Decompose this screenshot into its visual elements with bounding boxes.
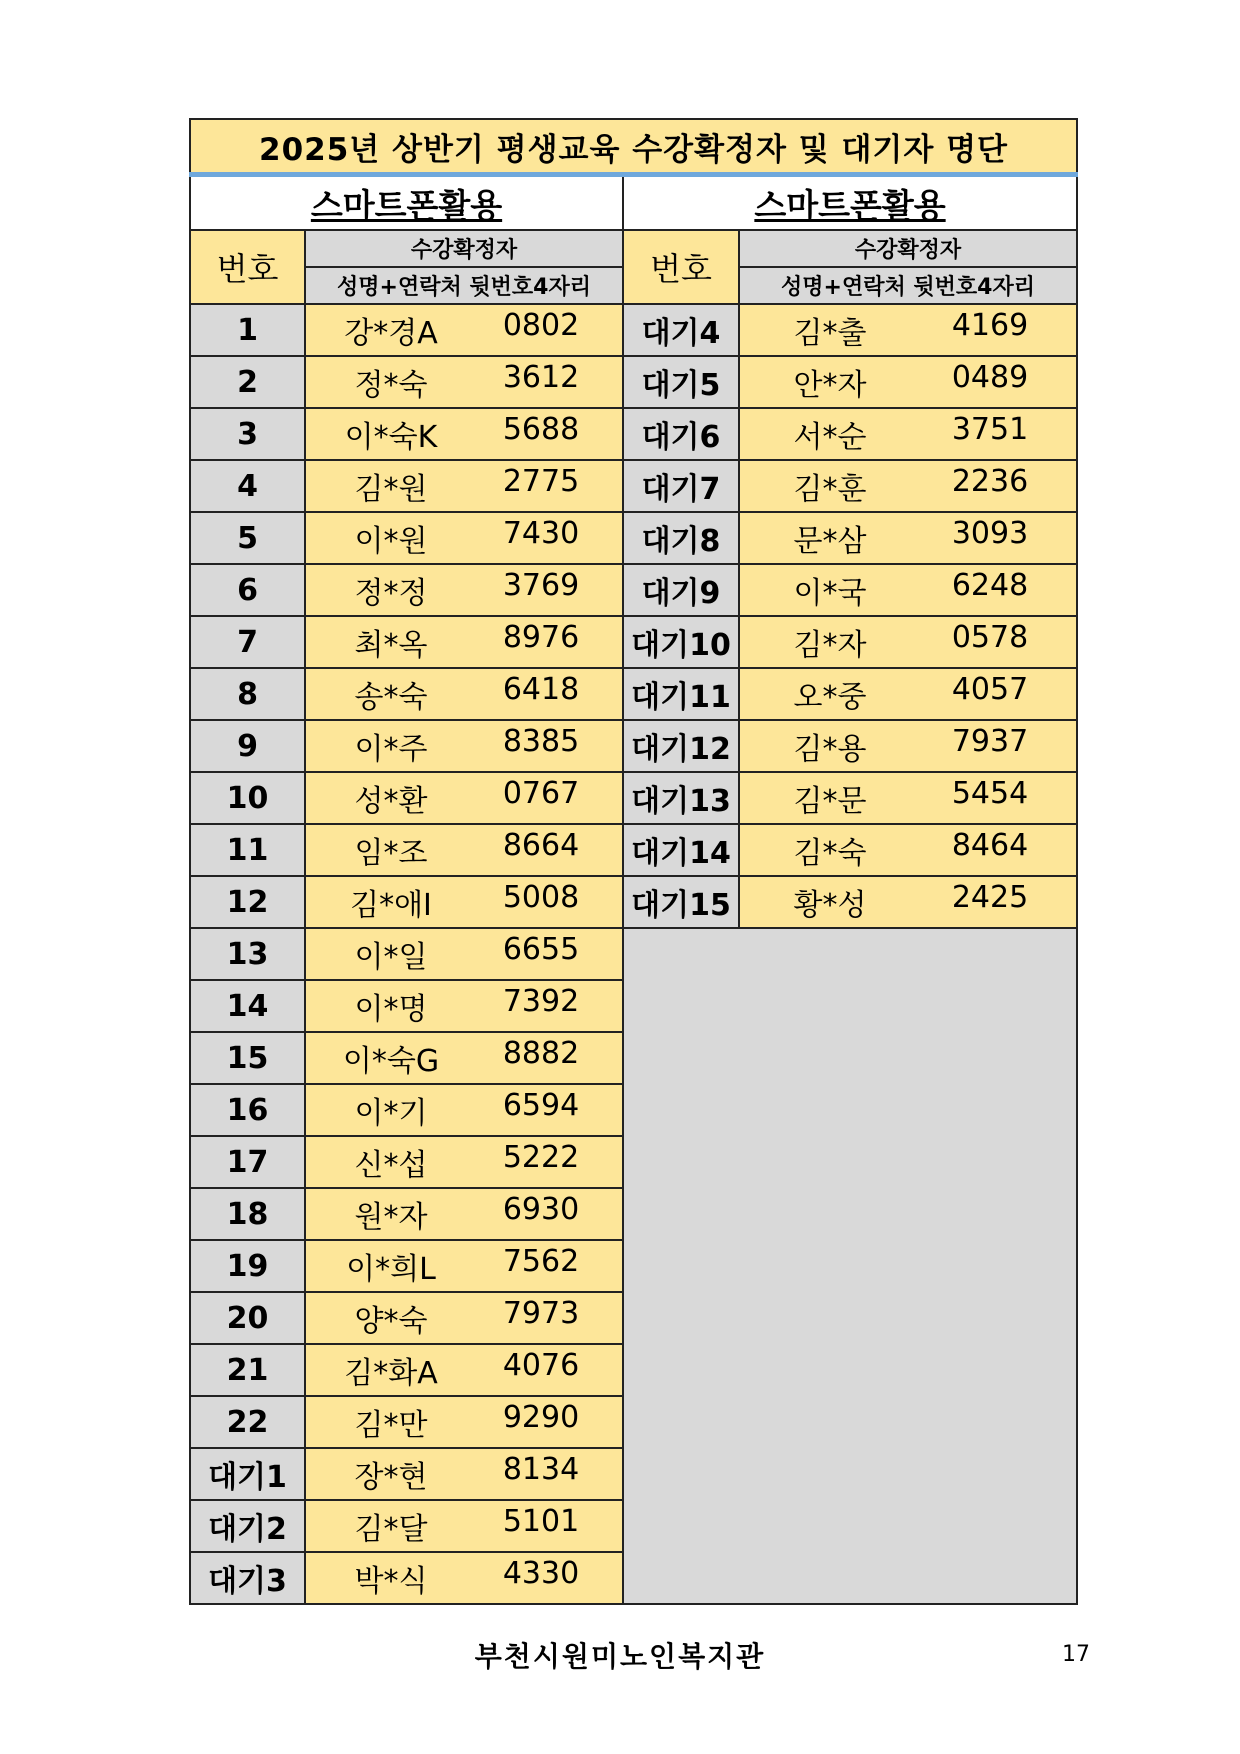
phone-last4: 8464 [951, 828, 1029, 863]
phone-last4: 5008 [502, 880, 580, 915]
masked-name: 문*삼 [793, 524, 867, 559]
row-number: 대기7 [623, 460, 739, 512]
row-number: 22 [190, 1396, 305, 1448]
phone-last4: 7937 [951, 724, 1029, 759]
masked-name: 신*섭 [354, 1148, 428, 1183]
masked-name: 임*조 [354, 836, 428, 871]
name-phone-cell [739, 460, 1077, 512]
name-phone-cell [739, 772, 1077, 824]
footer-organization: 부천시원미노인복지관 [474, 1640, 766, 1673]
row-number: 3 [190, 408, 305, 460]
table-row [190, 356, 1077, 408]
phone-last4: 7562 [502, 1244, 580, 1279]
phone-last4: 0802 [502, 308, 580, 343]
phone-last4: 0767 [502, 776, 580, 811]
masked-name: 김*화A [344, 1356, 438, 1391]
name-phone-cell [305, 1084, 623, 1136]
masked-name: 이*일 [354, 940, 428, 975]
phone-last4: 2775 [502, 464, 580, 499]
row-number: 11 [190, 824, 305, 876]
phone-last4: 6248 [951, 568, 1029, 603]
number-header-left: 번호 [190, 230, 305, 304]
masked-name: 황*성 [793, 888, 867, 923]
masked-name: 박*식 [354, 1564, 428, 1599]
masked-name: 강*경A [344, 316, 438, 351]
masked-name: 김*애I [350, 888, 432, 923]
row-number: 대기9 [623, 564, 739, 616]
name-phone-cell [739, 564, 1077, 616]
phone-last4: 6418 [502, 672, 580, 707]
phone-last4: 6594 [502, 1088, 580, 1123]
row-number: 19 [190, 1240, 305, 1292]
phone-last4: 0489 [951, 360, 1029, 395]
row-number: 14 [190, 980, 305, 1032]
name-phone-cell [739, 408, 1077, 460]
table-row [190, 928, 1077, 980]
masked-name: 이*주 [354, 732, 428, 767]
row-number: 10 [190, 772, 305, 824]
phone-last4: 8385 [502, 724, 580, 759]
row-number: 5 [190, 512, 305, 564]
table-row [190, 304, 1077, 356]
name-phone-cell [305, 720, 623, 772]
section-heading-left: 스마트폰활용 [190, 175, 623, 231]
name-phone-cell [739, 356, 1077, 408]
name-phone-cell [739, 512, 1077, 564]
masked-name: 오*중 [793, 680, 867, 715]
phone-last4: 3093 [951, 516, 1029, 551]
row-number: 6 [190, 564, 305, 616]
masked-name: 김*용 [793, 732, 867, 767]
phone-last4: 4169 [951, 308, 1029, 343]
phone-last4: 4076 [502, 1348, 580, 1383]
confirmed-header-left: 수강확정자 [305, 230, 623, 267]
table-row [190, 460, 1077, 512]
row-number: 4 [190, 460, 305, 512]
row-number: 21 [190, 1344, 305, 1396]
name-phone-cell [739, 720, 1077, 772]
name-phone-cell [305, 1136, 623, 1188]
name-phone-cell [305, 1396, 623, 1448]
phone-last4: 8882 [502, 1036, 580, 1071]
row-number: 1 [190, 304, 305, 356]
row-number: 18 [190, 1188, 305, 1240]
row-number: 대기8 [623, 512, 739, 564]
masked-name: 이*원 [354, 524, 428, 559]
name-phone-cell [305, 980, 623, 1032]
row-number: 2 [190, 356, 305, 408]
row-number: 대기3 [190, 1552, 305, 1604]
masked-name: 양*숙 [354, 1304, 428, 1339]
section-heading-right: 스마트폰활용 [623, 175, 1077, 231]
phone-last4: 8976 [502, 620, 580, 655]
name-phone-cell [305, 1500, 623, 1552]
masked-name: 장*현 [354, 1460, 428, 1495]
phone-last4: 3612 [502, 360, 580, 395]
masked-name: 김*숙 [793, 836, 867, 871]
row-number: 대기4 [623, 304, 739, 356]
masked-name: 이*희L [346, 1252, 436, 1287]
phone-last4: 5222 [502, 1140, 580, 1175]
empty-area [623, 928, 1077, 1604]
row-number: 대기5 [623, 356, 739, 408]
table-row [190, 772, 1077, 824]
row-number: 13 [190, 928, 305, 980]
detail-header-right: 성명+연락처 뒷번호4자리 [739, 267, 1077, 304]
row-number: 대기15 [623, 876, 739, 928]
row-number: 대기13 [623, 772, 739, 824]
row-number: 17 [190, 1136, 305, 1188]
phone-last4: 5688 [502, 412, 580, 447]
name-phone-cell [305, 876, 623, 928]
masked-name: 이*명 [354, 992, 428, 1027]
row-number: 15 [190, 1032, 305, 1084]
phone-last4: 5101 [502, 1504, 580, 1539]
masked-name: 김*달 [354, 1512, 428, 1547]
row-number: 7 [190, 616, 305, 668]
detail-header-left: 성명+연락처 뒷번호4자리 [305, 267, 623, 304]
masked-name: 정*숙 [354, 368, 428, 403]
name-phone-cell [305, 616, 623, 668]
phone-last4: 7973 [502, 1296, 580, 1331]
row-number: 대기12 [623, 720, 739, 772]
row-number: 대기10 [623, 616, 739, 668]
masked-name: 김*훈 [793, 472, 867, 507]
name-phone-cell [305, 304, 623, 356]
masked-name: 이*기 [354, 1096, 428, 1131]
table-row [190, 408, 1077, 460]
name-phone-cell [305, 1448, 623, 1500]
name-phone-cell [305, 564, 623, 616]
name-phone-cell [305, 1344, 623, 1396]
masked-name: 이*숙K [344, 420, 438, 455]
name-phone-cell [305, 824, 623, 876]
masked-name: 김*문 [793, 784, 867, 819]
name-phone-cell [305, 1032, 623, 1084]
name-phone-cell [305, 928, 623, 980]
number-header-right: 번호 [623, 230, 739, 304]
table-row [190, 720, 1077, 772]
masked-name: 송*숙 [354, 680, 428, 715]
name-phone-cell [305, 772, 623, 824]
row-number: 대기6 [623, 408, 739, 460]
page-title: 2025년 상반기 평생교육 수강확정자 및 대기자 명단 [190, 119, 1077, 175]
name-phone-cell [305, 460, 623, 512]
row-number: 9 [190, 720, 305, 772]
phone-last4: 6930 [502, 1192, 580, 1227]
name-phone-cell [739, 304, 1077, 356]
masked-name: 원*자 [354, 1200, 428, 1235]
name-phone-cell [739, 668, 1077, 720]
phone-last4: 0578 [951, 620, 1029, 655]
row-number: 20 [190, 1292, 305, 1344]
phone-last4: 4330 [502, 1556, 580, 1591]
name-phone-cell [305, 1240, 623, 1292]
name-phone-cell [305, 668, 623, 720]
table-row [190, 668, 1077, 720]
confirmed-header-right: 수강확정자 [739, 230, 1077, 267]
phone-last4: 7430 [502, 516, 580, 551]
masked-name: 김*만 [354, 1408, 428, 1443]
name-phone-cell [739, 616, 1077, 668]
masked-name: 정*정 [354, 576, 428, 611]
name-phone-cell [305, 408, 623, 460]
masked-name: 김*출 [793, 316, 867, 351]
phone-last4: 6655 [502, 932, 580, 967]
masked-name: 최*옥 [354, 628, 428, 663]
masked-name: 김*원 [354, 472, 428, 507]
masked-name: 김*자 [793, 628, 867, 663]
name-phone-cell [739, 876, 1077, 928]
name-phone-cell [305, 1292, 623, 1344]
phone-last4: 2425 [951, 880, 1029, 915]
phone-last4: 8134 [502, 1452, 580, 1487]
masked-name: 성*환 [354, 784, 428, 819]
phone-last4: 3751 [951, 412, 1029, 447]
table-row [190, 824, 1077, 876]
phone-last4: 5454 [951, 776, 1029, 811]
masked-name: 이*국 [793, 576, 867, 611]
phone-last4: 3769 [502, 568, 580, 603]
table-row [190, 564, 1077, 616]
phone-last4: 4057 [951, 672, 1029, 707]
table-row [190, 512, 1077, 564]
page-number: 17 [1062, 1642, 1090, 1667]
table-row [190, 876, 1077, 928]
name-phone-cell [305, 512, 623, 564]
roster-table [189, 118, 1078, 1605]
phone-last4: 2236 [951, 464, 1029, 499]
row-number: 대기14 [623, 824, 739, 876]
row-number: 대기1 [190, 1448, 305, 1500]
phone-last4: 8664 [502, 828, 580, 863]
row-number: 12 [190, 876, 305, 928]
row-number: 8 [190, 668, 305, 720]
name-phone-cell [305, 1552, 623, 1604]
masked-name: 서*순 [793, 420, 867, 455]
name-phone-cell [305, 356, 623, 408]
row-number: 대기11 [623, 668, 739, 720]
phone-last4: 7392 [502, 984, 580, 1019]
row-number: 16 [190, 1084, 305, 1136]
masked-name: 안*자 [793, 368, 867, 403]
name-phone-cell [739, 824, 1077, 876]
masked-name: 이*숙G [342, 1044, 440, 1079]
table-row [190, 616, 1077, 668]
name-phone-cell [305, 1188, 623, 1240]
row-number: 대기2 [190, 1500, 305, 1552]
phone-last4: 9290 [502, 1400, 580, 1435]
